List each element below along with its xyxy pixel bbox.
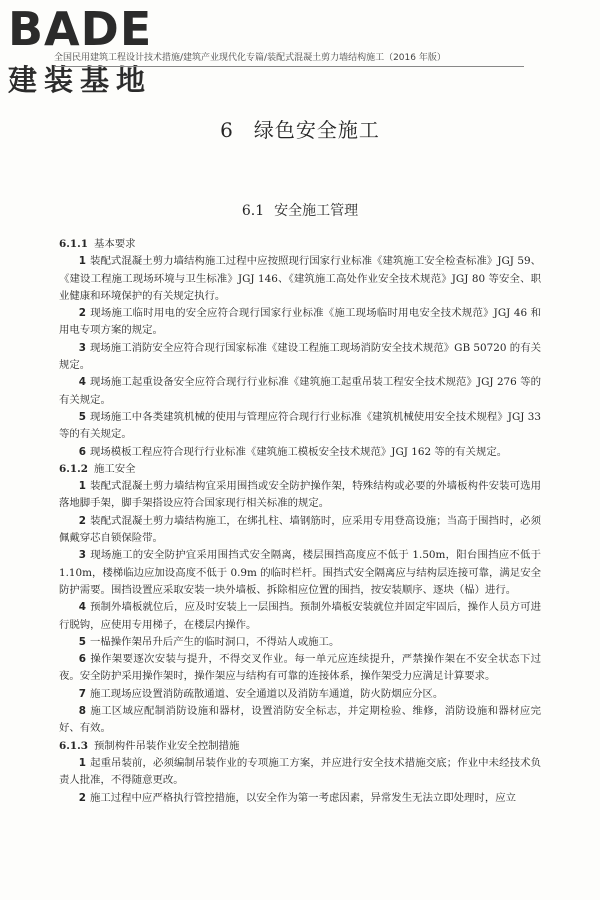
- clause-text: 预制外墙板就位后，应及时安装上一层围挡。预制外墙板安装就位并固定牢固后，操作人员方可进行脱钩，应使用专用梯子，在楼层内操作。: [59, 601, 541, 631]
- clause-paragraph: [59, 703, 541, 738]
- subsection-heading: [59, 236, 541, 253]
- chapter-heading: [0, 114, 600, 143]
- clause-number: 1: [78, 756, 86, 769]
- clause-text: 装配式混凝土剪力墙结构施工过程中应按照现行国家行业标准《建筑施工安全检查标准》JGJ 59、《建设工程施工现场环境与卫生标准》JGJ 146、《建筑施工高处作业安全技术规范》JGJ 80 等安全、职业健康和环境保护的有关规定执行。: [59, 255, 541, 302]
- clause-number: 5: [78, 635, 86, 648]
- clause-text: 现场模板工程应符合现行行业标准《建筑施工模板安全技术规范》JGJ 162 等的有关规定。: [89, 445, 508, 458]
- clause-number: 6: [78, 653, 86, 666]
- section-number: 6.1: [241, 203, 265, 219]
- clause-text: 现场施工消防安全应符合现行国家标准《建设工程施工现场消防安全技术规范》GB 50720 的有关规定。: [59, 341, 541, 372]
- clause-text: 现场施工起重设备安全应符合现行行业标准《建筑施工起重吊装工程安全技术规范》JGJ 276 等的有关规定。: [59, 376, 541, 406]
- chapter-number: 6: [220, 118, 234, 142]
- running-header: 全国民用建筑工程设计技术措施/建筑产业现代化专篇/装配式混凝土剪力墙结构施工（2016 年版）: [54, 50, 524, 67]
- clause-text: 现场施工中各类建筑机械的使用与管理应符合现行行业标准《建筑机械使用安全技术规程》JGJ 33 等的有关规定。: [59, 410, 541, 441]
- clause-number: 7: [78, 687, 86, 700]
- clause-text: 施工过程中应严格执行管控措施，以安全作为第一考虑因素，异常发生无法立即处理时，应立: [89, 791, 516, 804]
- clause-text: 现场施工临时用电的安全应符合现行国家行业标准《施工现场临时用电安全技术规范》JGJ 46 和用电专项方案的规定。: [59, 307, 541, 337]
- subsection-heading: [59, 461, 541, 478]
- clause-number: 2: [78, 791, 86, 804]
- clause-paragraph: [59, 478, 541, 513]
- subsection-title: 基本要求: [93, 238, 136, 250]
- clause-paragraph: [59, 651, 541, 686]
- clause-paragraph: [59, 444, 541, 461]
- clause-number: 2: [78, 307, 86, 320]
- subsection-number: 6.1.2: [59, 462, 88, 475]
- clause-paragraph: [59, 634, 541, 651]
- clause-paragraph: [59, 409, 541, 444]
- brand-chinese-name: 建装基地: [8, 63, 153, 97]
- clause-text: 装配式混凝土剪力墙结构施工，在绑扎柱、墙钢筋时，应采用专用登高设施；当高于围挡时，必须佩戴穿芯自锁保险带。: [59, 514, 541, 545]
- clause-number: 4: [78, 601, 86, 614]
- clause-number: 1: [78, 480, 86, 493]
- clause-text: 施工区域应配制消防设施和器材，设置消防安全标志，并定期检验、维修，消防设施和器材应完好、有效。: [59, 705, 541, 735]
- clause-number: 8: [78, 705, 86, 718]
- clause-paragraph: [59, 253, 541, 305]
- clause-number: 5: [78, 410, 86, 423]
- subsection-heading: [59, 738, 541, 755]
- clause-paragraph: [59, 513, 541, 548]
- section-heading: [0, 200, 600, 220]
- body-text: [59, 236, 541, 807]
- clause-text: 现场施工的安全防护宜采用围挡式安全隔离，楼层围挡高度应不低于 1.50m，阳台围挡应不低于 1.10m，楼梯临边应加设高度不低于 0.9m 的临时栏杆。围挡式安全隔离应与结构层连接可靠，满足安全防护需要。围挡设置应采取安装一块外墙板、拆除相应位置的围挡，按安装顺序、逐块（榀）进行。: [59, 549, 541, 596]
- clause-number: 4: [78, 376, 86, 389]
- subsection-number: 6.1.1: [59, 238, 88, 250]
- clause-number: 1: [78, 255, 86, 268]
- clause-paragraph: [59, 305, 541, 340]
- subsection-title: 施工安全: [93, 462, 136, 475]
- clause-number: 2: [78, 514, 86, 527]
- clause-paragraph: [59, 755, 541, 790]
- clause-paragraph: [59, 340, 541, 375]
- subsection-number: 6.1.3: [59, 739, 88, 752]
- clause-number: 3: [78, 549, 86, 562]
- clause-text: 操作架要逐次安装与提升，不得交叉作业。每一单元应连续提升，严禁操作架在不安全状态下过夜。安全防护采用操作架时，操作架应与结构有可靠的连接体系，操作架受力应满足计算要求。: [59, 653, 541, 683]
- clause-text: 施工现场应设置消防疏散通道、安全通道以及消防车通道，防火防烟应分区。: [89, 687, 444, 700]
- clause-paragraph: [59, 599, 541, 634]
- clause-paragraph: [59, 374, 541, 409]
- section-title: 安全施工管理: [274, 203, 359, 219]
- chapter-title: 绿色安全施工: [253, 118, 380, 142]
- brand-wordmark: BADE: [8, 2, 153, 56]
- clause-number: 6: [78, 445, 86, 458]
- subsection-title: 预制构件吊装作业安全控制措施: [93, 739, 240, 752]
- clause-text: 一榀操作架吊升后产生的临时洞口，不得站人或施工。: [89, 635, 340, 648]
- clause-number: 3: [78, 341, 86, 354]
- clause-text: 装配式混凝土剪力墙结构宜采用围挡或安全防护操作架，特殊结构或必要的外墙板构件安装可选用落地脚手架，脚手架搭设应符合国家现行相关标准的规定。: [59, 480, 541, 510]
- clause-paragraph: [59, 547, 541, 599]
- clause-paragraph: [59, 686, 541, 703]
- clause-text: 起重吊装前，必须编制吊装作业的专项施工方案，并应进行安全技术措施交底；作业中未经技术负责人批准，不得随意更改。: [59, 756, 541, 787]
- clause-paragraph: [59, 790, 541, 807]
